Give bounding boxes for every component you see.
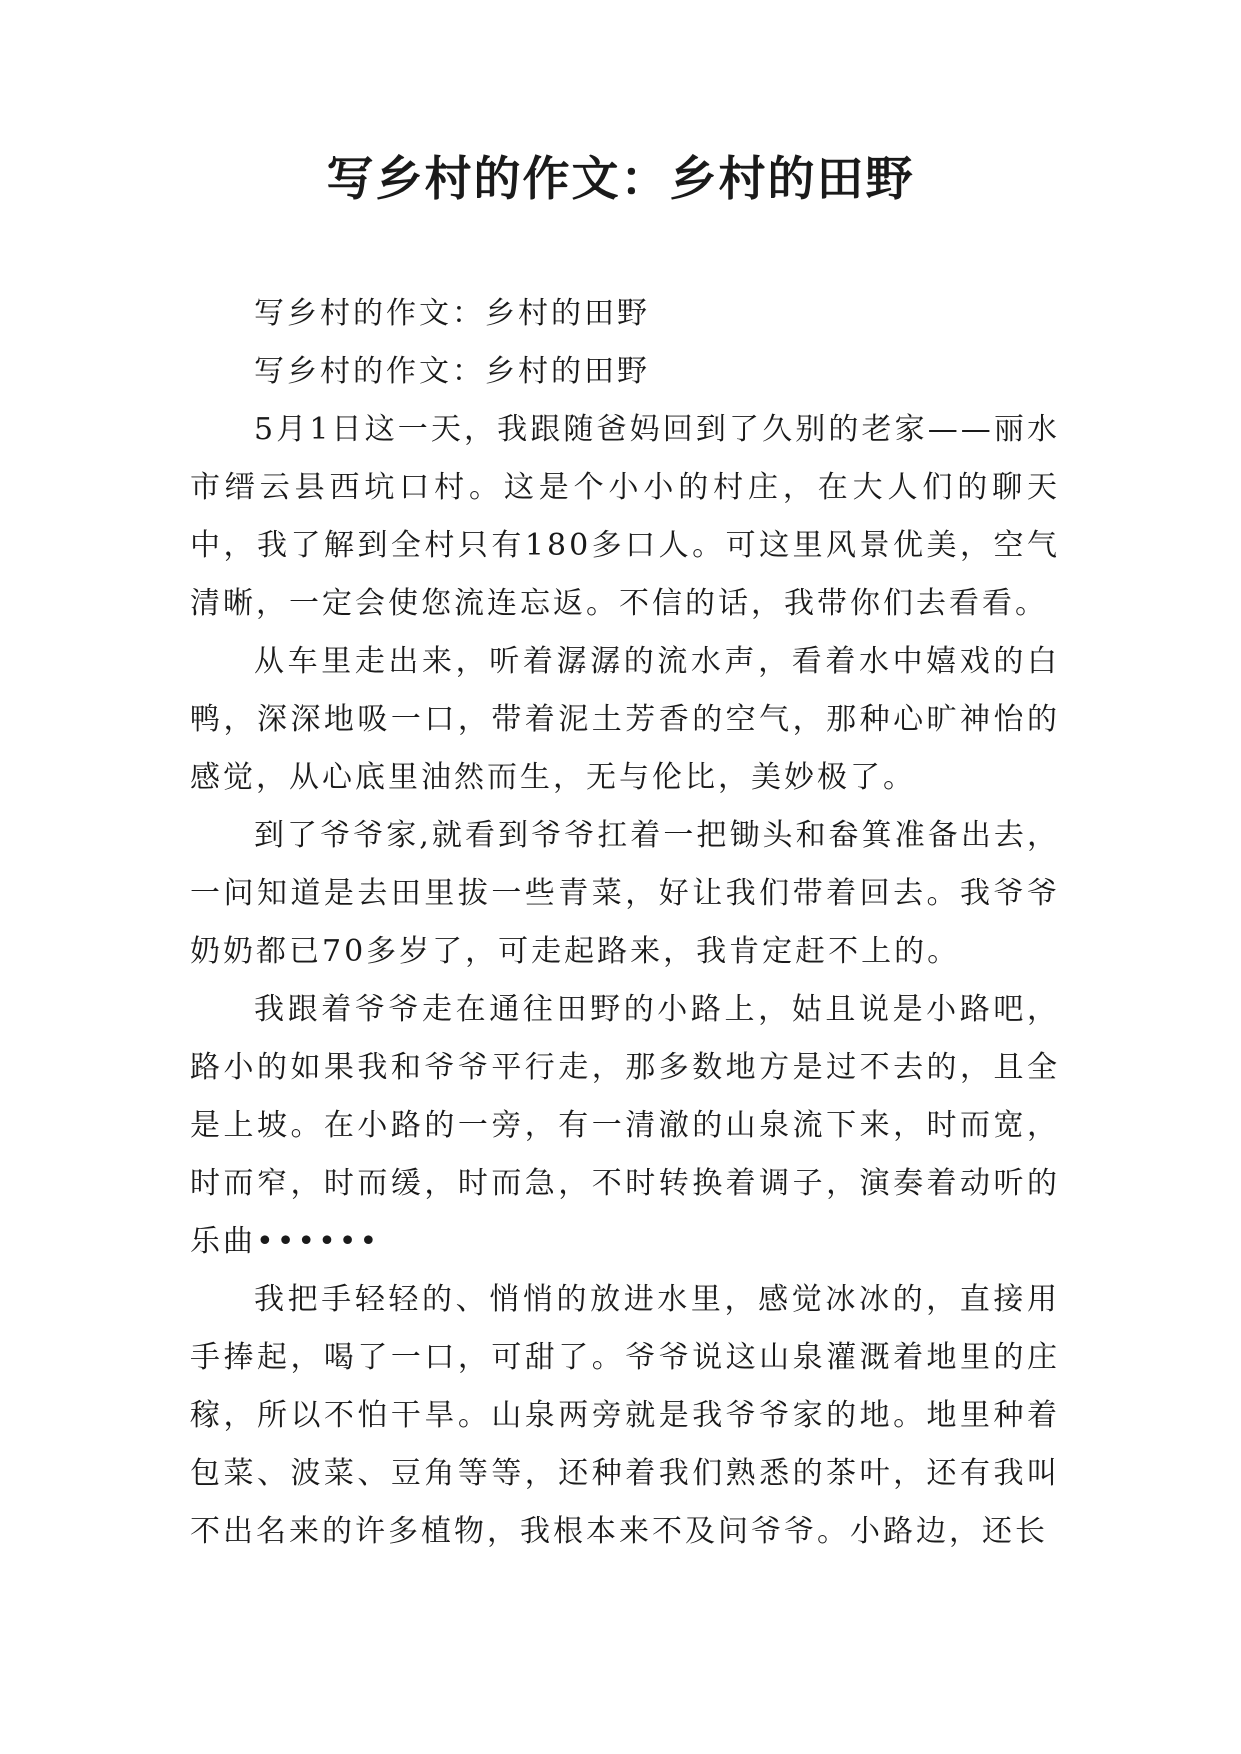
paragraph: 从车里走出来，听着潺潺的流水声，看着水中嬉戏的白鸭，深深地吸一口，带着泥土芳香的空气，那种心旷神怡的感觉，从心底里油然而生，无与伦比，美妙极了。 — [190, 644, 1060, 795]
paragraph: 写乡村的作文：乡村的田野 — [254, 354, 650, 389]
document-body — [190, 285, 1060, 1561]
paragraph: 写乡村的作文：乡村的田野 — [254, 296, 650, 331]
document-title: 写乡村的作文：乡村的田野 — [326, 152, 915, 207]
paragraph: 我跟着爷爷走在通往田野的小路上，姑且说是小路吧，路小的如果我和爷爷平行走，那多数地方是过不去的，且全是上坡。在小路的一旁，有一清澈的山泉流下来，时而宽，时而窄，时而缓，时而急，不时转换着调子，演奏着动听的乐曲•••••• — [190, 992, 1060, 1259]
paragraph: 5月1日这一天，我跟随爸妈回到了久别的老家——丽水市缙云县西坑口村。这是个小小的村庄，在大人们的聊天中，我了解到全村只有180多口人。可这里风景优美，空气清晰，一定会使您流连忘返。不信的话，我带你们去看看。 — [190, 412, 1060, 621]
paragraph: 我把手轻轻的、悄悄的放进水里，感觉冰冰的，直接用手捧起，喝了一口，可甜了。爷爷说这山泉灌溉着地里的庄稼，所以不怕干旱。山泉两旁就是我爷爷家的地。地里种着包菜、波菜、豆角等等，还种着我们熟悉的茶叶，还有我叫不出名来的许多植物，我根本来不及问爷爷。小路边，还长 — [190, 1282, 1060, 1549]
paragraph: 到了爷爷家,就看到爷爷扛着一把锄头和畚箕准备出去，一问知道是去田里拔一些青菜，好让我们带着回去。我爷爷奶奶都已70多岁了，可走起路来，我肯定赶不上的。 — [190, 818, 1060, 969]
